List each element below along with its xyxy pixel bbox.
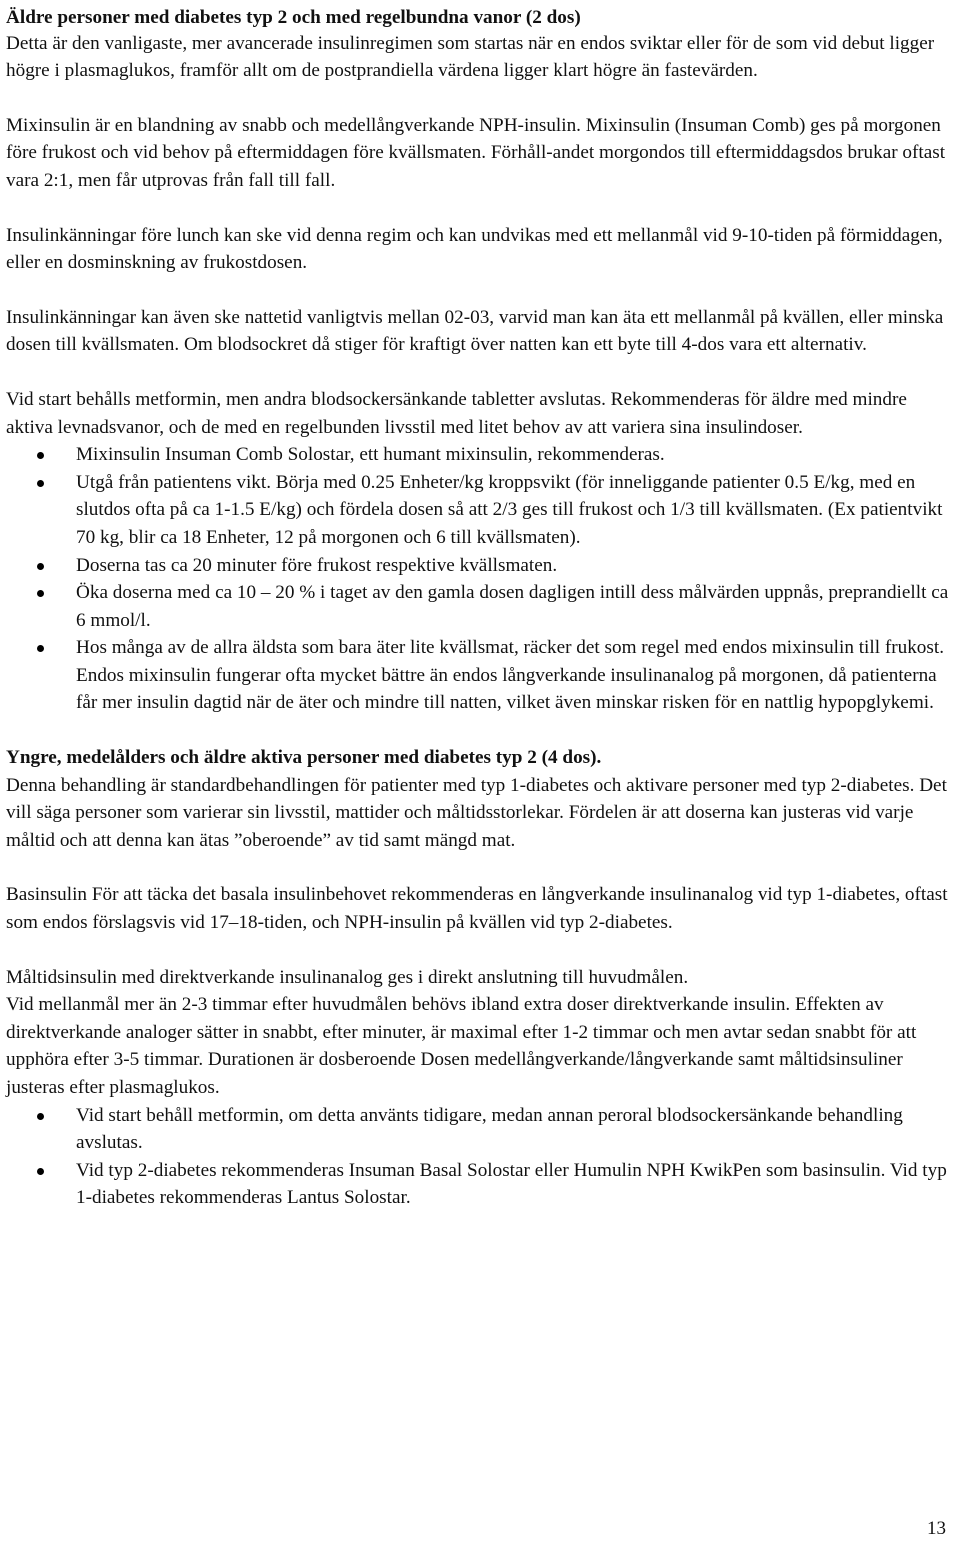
- list-item: Doserna tas ca 20 minuter före frukost respektive kvällsmaten.: [6, 552, 954, 580]
- list-item: Vid start behåll metformin, om detta använts tidigare, medan annan peroral blodsockersänkande behandling avslutas.: [6, 1102, 954, 1157]
- section-intro-two-dose: Detta är den vanligaste, mer avancerade insulinregimen som startas när en endos sviktar eller för de som vid debut ligger högre i plasmaglukos, framför allt om de postprandiella värdena ligger klart högre än fastevärden.: [6, 32, 935, 82]
- section-heading-two-dose: Äldre personer med diabetes typ 2 och med regelbundna vanor (2 dos): [6, 7, 581, 28]
- page-number: 13: [927, 1518, 946, 1539]
- paragraph-meal-insulin: Måltidsinsulin med direktverkande insulinanalog ges i direkt anslutning till huvudmålen.: [6, 966, 689, 988]
- paragraph-basal-insulin: Basinsulin För att täcka det basala insulinbehovet rekommenderas en långverkande insulinanalog vid typ 1-diabetes, oftast som endos förslagsvis vid 17–18-tiden, och NPH-insulin på kvällen vid typ 2-diabetes.: [6, 884, 948, 934]
- paragraph-metformin: Vid start behålls metformin, men andra blodsockersänkande tabletter avslutas. Rekommenderas för äldre med mindre aktiva levnadsvanor, och de med en regelbunden livsstil med litet behov av att variera sina insulindoser.: [6, 388, 907, 438]
- list-item: Hos många av de allra äldsta som bara äter lite kvällsmat, räcker det som regel med endos mixinsulin till frukost. Endos mixinsulin fungerar ofta mycket bättre än endos långverkande insulinanalog på morgonen, då patienterna får mer insulin dagtid när de äter och mindre till natten, vilket även minskar risken för en nattlig hypopglykemi.: [6, 634, 954, 717]
- paragraph-lunch-hypo: Insulinkänningar före lunch kan ske vid denna regim och kan undvikas med ett mellanmål vid 9-10-tiden på förmiddagen, eller en dosminskning av frukostdosen.: [6, 224, 943, 274]
- list-item: Vid typ 2-diabetes rekommenderas Insuman Basal Solostar eller Humulin NPH KwikPen som basinsulin. Vid typ 1-diabetes rekommenderas Lantus Solostar.: [6, 1157, 954, 1212]
- paragraph-snack-insulin: Vid mellanmål mer än 2-3 timmar efter huvudmålen behövs ibland extra doser direktverkande insulin. Effekten av direktverkande analoger sätter in snabbt, efter minuter, är maximal efter 1-2 timmar och men avtar sedan snabbt för att upphöra efter 3-5 timmar. Durationen är dosberoende Dosen medellångverkande/långverkande samt måltidsinsuliner justeras efter plasmaglukos.: [6, 994, 917, 1098]
- bullet-list-two-dose: [6, 441, 954, 717]
- list-item: Utgå från patientens vikt. Börja med 0.25 Enheter/kg kroppsvikt (för inneliggande patienter 0.5 E/kg, med en slutdos ofta på ca 1-1.5 E/kg) och fördela dosen så att 2/3 ges till frukost och 1/3 till kvällsmaten. (Ex patientvikt 70 kg, blir ca 18 Enheter, 12 på morgonen och 6 till kvällsmaten).: [6, 469, 954, 552]
- section-heading-four-dose: Yngre, medelålders och äldre aktiva personer med diabetes typ 2 (4 dos).: [6, 747, 602, 769]
- paragraph-mixinsulin: Mixinsulin är en blandning av snabb och medellångverkande NPH-insulin. Mixinsulin (Insuman Comb) ges på morgonen före frukost och vid behov på eftermiddagen före kvällsmaten. Förhåll-andet morgondos till eftermiddagsdos brukar oftast vara 2:1, men får utprovas från fall till fall.: [6, 114, 946, 191]
- paragraph-night-hypo: Insulinkänningar kan även ske nattetid vanligtvis mellan 02-03, varvid man kan äta ett mellanmål på kvällen, eller minska dosen till kvällsmaten. Om blodsockret då stiger för kraftigt över natten kan ett byte till 4-dos vara ett alternativ.: [6, 306, 944, 356]
- document-page: [6, 2, 954, 1212]
- bullet-list-four-dose: [6, 1102, 954, 1212]
- section-intro-four-dose: Denna behandling är standardbehandlingen för patienter med typ 1-diabetes och aktivare personer med typ 2-diabetes. Det vill säga personer som varierar sin livsstil, mattider och måltidsstorlekar. Fördelen är att doserna kan justeras vid varje måltid och att denna kan ätas ”oberoende” av tid samt mängd mat.: [6, 774, 947, 851]
- list-item: Öka doserna med ca 10 – 20 % i taget av den gamla dosen dagligen intill dess målvärden uppnås, preprandiellt ca 6 mmol/l.: [6, 579, 954, 634]
- list-item: Mixinsulin Insuman Comb Solostar, ett humant mixinsulin, rekommenderas.: [6, 441, 954, 469]
